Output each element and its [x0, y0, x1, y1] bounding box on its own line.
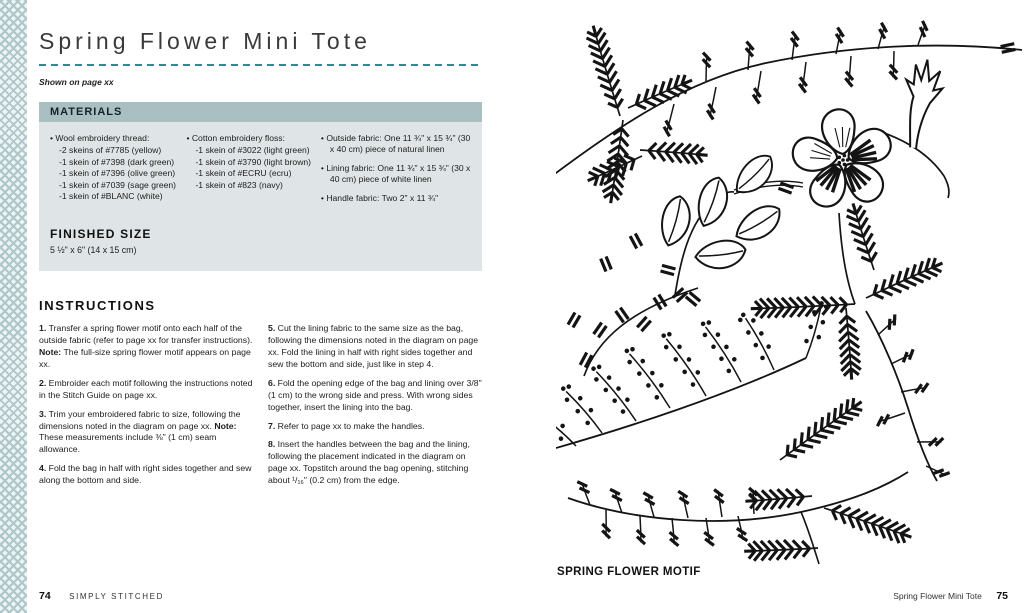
left-page-footer [39, 586, 164, 604]
instructions-col-2 [268, 323, 482, 494]
decorative-lattice-border [0, 0, 27, 613]
finished-size-heading: FINISHED SIZE [50, 227, 152, 242]
finished-size-value: 5 ½" x 6" (14 x 15 cm) [50, 245, 137, 256]
materials-heading: MATERIALS [39, 102, 482, 122]
instructions-col-1 [39, 323, 253, 494]
instruction-step: 1. Transfer a spring flower motif onto each half of the outside fabric (refer to page xx for transfer instructions). Note: The full-size spring flower motif appears on page xx. [39, 323, 253, 369]
materials-column [50, 133, 186, 211]
chapter-title: Spring Flower Mini Tote [893, 591, 982, 601]
materials-item: • Wool embroidery thread: -2 skeins of #7785 (yellow) -1 skein of #7398 (dark green) -1 skein of #7396 (olive green) -1 skein of #7039 (sage green) -1 skein of #BLANC (white) [50, 133, 177, 202]
right-page-footer [893, 586, 1008, 604]
materials-column [321, 133, 471, 211]
instructions-heading: INSTRUCTIONS [39, 298, 156, 314]
motif-label: SPRING FLOWER MOTIF [557, 566, 707, 578]
instruction-step: 6. Fold the opening edge of the bag and lining over 3/8" (1 cm) to the wrong side and press. With wrong sides together, insert the lining into the bag. [268, 377, 482, 412]
book-title: SIMPLY STITCHED [69, 592, 164, 601]
materials-columns [39, 122, 482, 211]
instruction-step: 8. Insert the handles between the bag and the lining, following the placement indicated in the diagram on page xx. Topstitch around the bag opening, stitching about ¹/₁₆" (0.2 cm) from the edge. [268, 439, 470, 486]
materials-item: • Lining fabric: One 11 ¾" x 15 ¾" (30 x 40 cm) piece of white linen [320, 162, 471, 185]
instruction-step: 7. Refer to page xx to make the handles. [268, 420, 425, 431]
page-title: Spring Flower Mini Tote [39, 28, 371, 54]
materials-item: • Outside fabric: One 11 ¾" x 15 ¾" (30 x 40 cm) piece of natural linen [320, 133, 471, 155]
instruction-step: 3. Trim your embroidered fabric to size, following the dimensions noted in the diagram on page xx. Note: These measurements include ⅜" (1 cm) seam allowance. [39, 408, 241, 455]
instruction-step: 2. Embroider each motif following the instructions noted in the Stitch Guide on page xx. [39, 377, 253, 400]
instruction-step: 4. Fold the bag in half with right sides together and sew along the bottom and side. [39, 463, 252, 486]
right-page [556, 8, 1024, 570]
right-page-number: 75 [996, 590, 1008, 602]
materials-item: • Handle fabric: Two 2" x 11 ¾" [320, 192, 439, 203]
materials-panel [39, 102, 482, 271]
instructions-section [39, 298, 482, 494]
left-page [39, 28, 482, 494]
materials-column [186, 133, 320, 211]
materials-item: • Cotton embroidery floss: -1 skein of #3022 (light green) -1 skein of #3790 (light brown) -1 skein of #ECRU (ecru) -1 skein of #823 (navy) [186, 133, 312, 190]
left-page-number: 74 [39, 590, 51, 602]
shown-on-page-note: Shown on page xx [39, 77, 114, 87]
spring-flower-motif [556, 8, 1024, 570]
dashed-divider [39, 64, 482, 66]
finished-size-section [39, 211, 482, 255]
instruction-step: 5. Cut the lining fabric to the same size as the bag, following the dimensions noted in the diagram on page xx. Fold the lining in half with right sides together and sew the bottom and side, just like in step 4. [268, 323, 479, 369]
